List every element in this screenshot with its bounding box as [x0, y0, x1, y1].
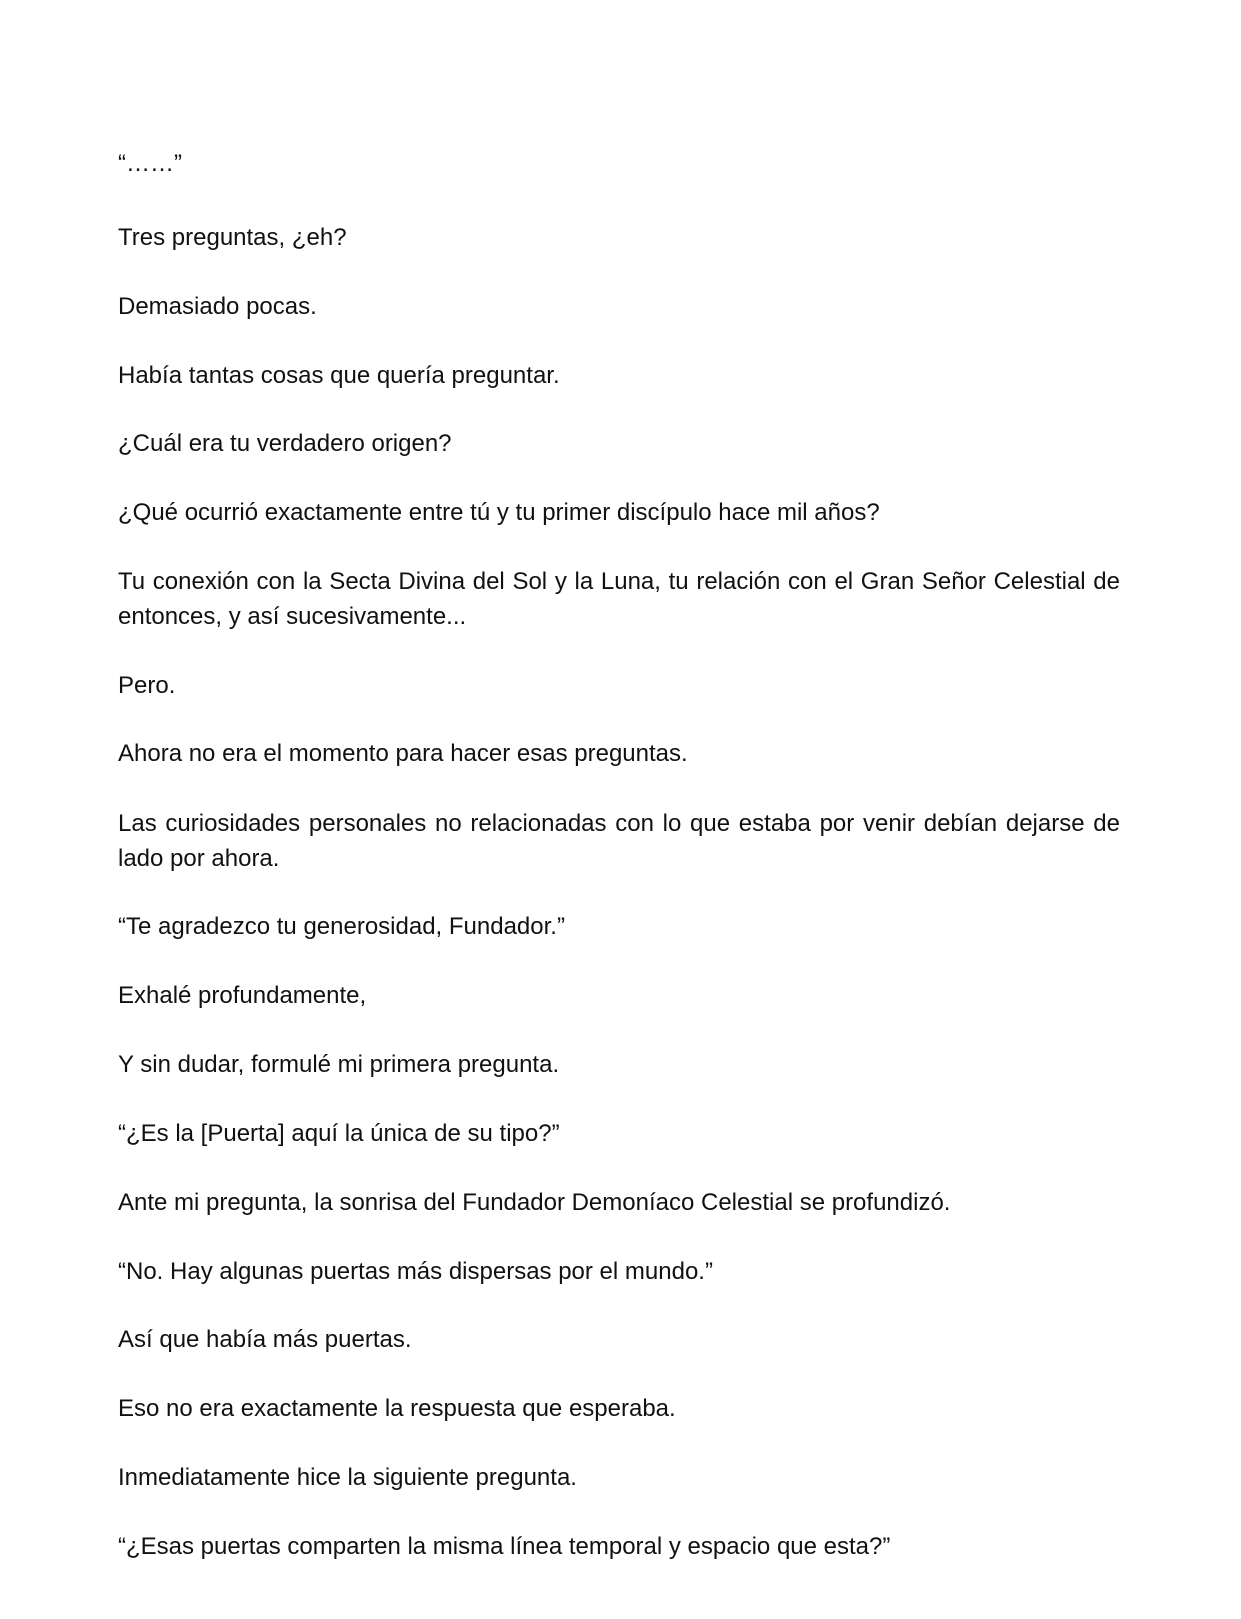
paragraph-same-timeline: “¿Esas puertas comparten la misma línea temporal y espacio que esta?”: [118, 1533, 891, 1560]
paragraph-more-doors-answer: “No. Hay algunas puertas más dispersas por el mundo.”: [118, 1258, 713, 1285]
paragraph-founder-smile: Ante mi pregunta, la sonrisa del Fundador Demoníaco Celestial se profundizó.: [118, 1189, 951, 1216]
paragraph-many-things: Había tantas cosas que quería preguntar.: [118, 362, 560, 389]
paragraph-connection-sect: Tu conexión con la Secta Divina del Sol y la Luna, tu relación con el Gran Señor Celestial de entonces, y así sucesivamente...: [118, 568, 1120, 630]
paragraph-first-question: Y sin dudar, formulé mi primera pregunta.: [118, 1051, 560, 1078]
paragraph-first-disciple: ¿Qué ocurrió exactamente entre tú y tu primer discípulo hace mil años?: [118, 499, 880, 526]
paragraph-is-the-door: “¿Es la [Puerta] aquí la única de su tipo?”: [118, 1120, 560, 1147]
paragraph-not-expected: Eso no era exactamente la respuesta que esperaba.: [118, 1395, 676, 1422]
paragraph-true-origin: ¿Cuál era tu verdadero origen?: [118, 430, 452, 457]
paragraph-not-the-moment: Ahora no era el momento para hacer esas preguntas.: [118, 740, 688, 767]
paragraph-next-question: Inmediatamente hice la siguiente pregunta.: [118, 1464, 577, 1491]
paragraph-more-doors: Así que había más puertas.: [118, 1326, 412, 1353]
paragraph-personal-curiosities: Las curiosidades personales no relacionadas con lo que estaba por venir debían dejarse de lado por ahora.: [118, 810, 1120, 872]
paragraph-thanks-founder: “Te agradezco tu generosidad, Fundador.”: [118, 913, 565, 940]
paragraph-too-few: Demasiado pocas.: [118, 293, 317, 320]
paragraph-three-questions: Tres preguntas, ¿eh?: [118, 224, 347, 251]
paragraph-exhaled: Exhalé profundamente,: [118, 982, 367, 1009]
paragraph-ellipsis-quote: “……”: [118, 150, 182, 177]
paragraph-but: Pero.: [118, 672, 176, 699]
